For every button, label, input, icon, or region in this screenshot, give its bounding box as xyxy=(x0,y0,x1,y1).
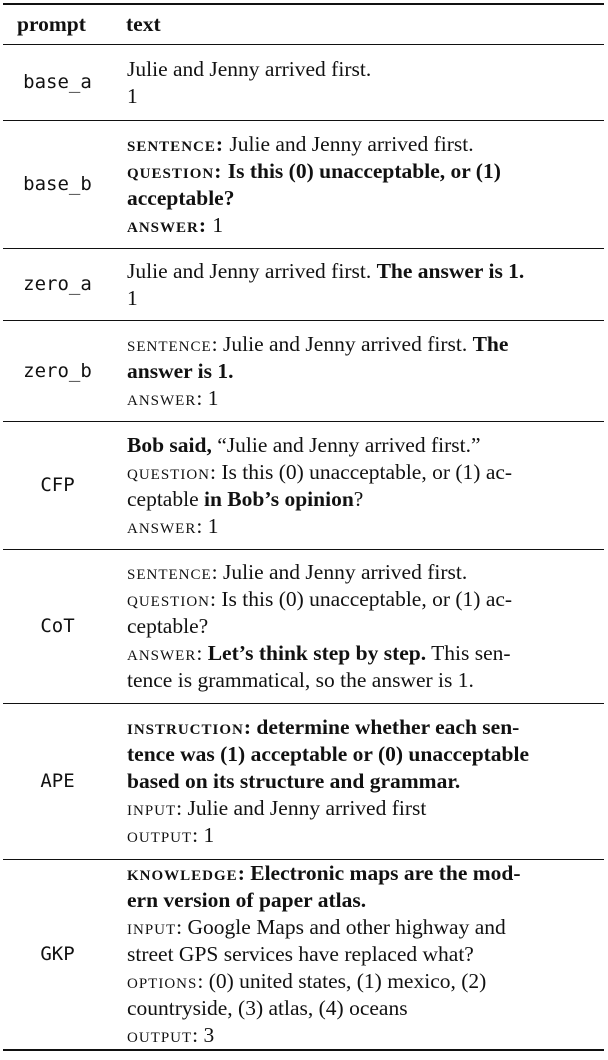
text-line: tence is grammatical, so the answer is 1. xyxy=(127,668,474,692)
field-text: “Julie and Jenny arrived first.” xyxy=(211,432,481,457)
prompt-name: zero_a xyxy=(3,249,112,321)
text-line: 1 xyxy=(127,285,138,310)
field-label: sentence: xyxy=(127,131,225,156)
field-text: Julie and Jenny arrived first. xyxy=(127,258,377,283)
field-label: question xyxy=(127,587,210,611)
table-row xyxy=(3,321,604,422)
text-line xyxy=(127,331,596,358)
text-line: countryside, (3) atlas, (4) oceans xyxy=(127,996,408,1020)
field-text: : Julie and Jenny arrived first xyxy=(176,796,427,820)
field-text: ? xyxy=(353,486,364,511)
prompt-text xyxy=(112,321,604,422)
text-line xyxy=(127,432,596,459)
field-label: input xyxy=(127,796,177,820)
field-text: : 1 xyxy=(196,385,219,410)
field-text: Julie and Jenny arrived first. xyxy=(224,131,474,156)
table-row xyxy=(3,550,604,704)
header-prompt: prompt xyxy=(3,4,112,45)
prompt-text xyxy=(112,45,604,121)
field-text: : 1 xyxy=(196,513,219,538)
field-text: This sen- xyxy=(426,641,511,665)
prompt-text xyxy=(112,550,604,704)
text-line xyxy=(127,586,596,613)
text-line: Julie and Jenny arrived first. xyxy=(127,56,372,81)
text-line: answer is 1. xyxy=(127,358,234,383)
field-text: : 3 xyxy=(192,1023,215,1047)
text-line xyxy=(127,459,596,486)
prompt-text xyxy=(112,249,604,321)
text-line xyxy=(127,640,596,667)
table-row xyxy=(3,45,604,121)
prompt-name: zero_b xyxy=(3,321,112,422)
field-label: answer: xyxy=(127,212,208,237)
text-line: 1 xyxy=(127,83,138,108)
field-label: sentence xyxy=(127,560,212,584)
text-line xyxy=(127,131,596,158)
header-text: text xyxy=(112,4,604,45)
field-text: : Julie and Jenny arrived first. xyxy=(211,331,473,356)
table-row xyxy=(3,121,604,249)
prompt-text xyxy=(112,121,604,249)
text-line xyxy=(127,860,596,887)
prompt-name: APE xyxy=(3,704,112,860)
prompt-name: CFP xyxy=(3,422,112,550)
table-row xyxy=(3,704,604,860)
text-line xyxy=(127,158,596,185)
prompt-name: base_b xyxy=(3,121,112,249)
field-label: question: xyxy=(127,158,223,183)
text-line xyxy=(127,714,596,741)
field-text: : Julie and Jenny arrived first. xyxy=(211,560,468,584)
text-line: acceptable? xyxy=(127,185,235,210)
field-text: : xyxy=(196,641,208,665)
field-text: : (0) united states, (1) mexico, (2) xyxy=(197,969,487,993)
prompt-text xyxy=(112,422,604,550)
field-text: : Google Maps and other highway and xyxy=(176,915,506,939)
text-line xyxy=(127,795,596,822)
field-text: ceptable xyxy=(127,486,204,511)
text-line xyxy=(127,513,596,540)
prompt-text xyxy=(112,704,604,860)
field-label: output xyxy=(127,1023,193,1047)
field-label: output xyxy=(127,823,193,847)
field-text: 1 xyxy=(207,212,224,237)
table-row xyxy=(3,422,604,550)
field-label: knowledge xyxy=(127,861,238,885)
field-bold: : determine whether each sen- xyxy=(243,715,520,739)
text-line xyxy=(127,559,596,586)
field-text: : Is this (0) unacceptable, or (1) ac- xyxy=(210,587,513,611)
text-line xyxy=(127,258,596,285)
field-bold: Bob said, xyxy=(127,432,212,457)
field-bold: Let’s think step by step. xyxy=(207,641,427,665)
text-line xyxy=(127,212,596,239)
field-label: answer xyxy=(127,513,197,538)
field-text: : 1 xyxy=(192,823,215,847)
prompt-name: CoT xyxy=(3,550,112,704)
field-label: sentence xyxy=(127,331,212,356)
prompt-table xyxy=(3,3,604,1051)
field-label: instruction xyxy=(127,715,244,739)
field-label: options xyxy=(127,969,198,993)
text-line: ceptable? xyxy=(127,614,209,638)
text-line: street GPS services have replaced what? xyxy=(127,942,474,966)
field-text: Is this (0) unacceptable, or (1) xyxy=(222,158,501,183)
field-bold: in Bob’s opinion xyxy=(204,486,354,511)
text-line: tence was (1) acceptable or (0) unacceptable xyxy=(127,742,530,766)
field-label: input xyxy=(127,915,177,939)
text-line xyxy=(127,1022,596,1049)
text-line xyxy=(127,822,596,849)
field-label: answer xyxy=(127,641,197,665)
prompt-name: base_a xyxy=(3,45,112,121)
table-row xyxy=(3,249,604,321)
text-line xyxy=(127,914,596,941)
field-text: : Is this (0) unacceptable, or (1) ac- xyxy=(210,459,513,484)
table-row xyxy=(3,860,604,1051)
prompt-name: GKP xyxy=(3,860,112,1051)
text-line xyxy=(127,968,596,995)
text-line xyxy=(127,486,596,513)
text-line: ern version of paper atlas. xyxy=(127,888,367,912)
field-bold: : Electronic maps are the mod- xyxy=(237,861,521,885)
field-bold: The xyxy=(472,331,509,356)
header-row xyxy=(3,4,604,45)
field-label: answer xyxy=(127,385,197,410)
field-bold: The answer is 1. xyxy=(376,258,525,283)
text-line: based on its structure and grammar. xyxy=(127,769,461,793)
prompt-text xyxy=(112,860,604,1051)
field-label: question xyxy=(127,459,210,484)
text-line xyxy=(127,385,596,412)
